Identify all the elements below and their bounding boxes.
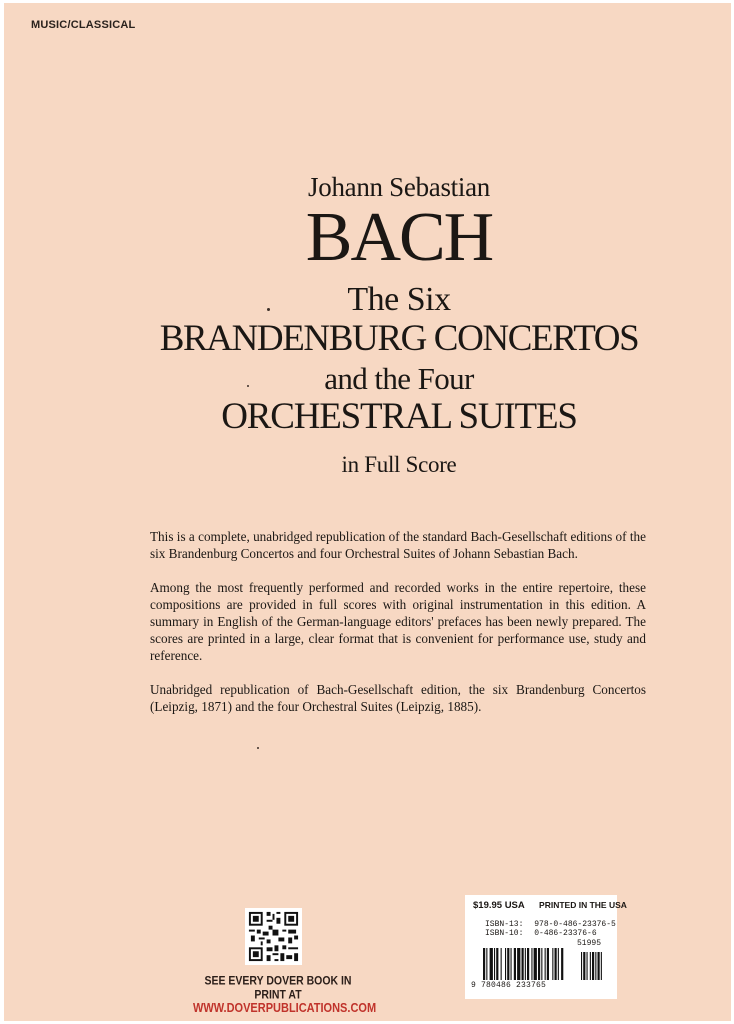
isbn10-row (485, 929, 597, 938)
price: $19.95 USA (473, 900, 525, 911)
print-speck (267, 308, 270, 311)
website-link[interactable]: WWW.DOVERPUBLICATIONS.COM (193, 1001, 377, 1016)
isbn10-value: 0-486-23376-6 (534, 929, 597, 938)
price-row (473, 900, 627, 911)
isbn13-value: 978-0-486-23376-5 (534, 920, 616, 929)
qr-code (245, 908, 302, 965)
description-paragraph: Among the most frequently performed and recorded works in the entire repertoire, these compositions are provided in full scores with original instrumentation in this edition. A summary in English of the German-language editors' prefaces has been newly prepared. The scores are printed in a large, clear format that is convenient for performance use, study and reference. (150, 580, 646, 663)
isbn10-label: ISBN-10: (485, 929, 524, 938)
book-back-cover (4, 3, 731, 1021)
print-speck (257, 747, 259, 749)
description-paragraph: Unabridged republication of Bach-Gesellschaft edition, the six Brandenburg Concertos (Leipzig, 1871) and the four Orchestral Suites (Leipzig, 1885). (150, 682, 646, 714)
print-speck (247, 385, 249, 387)
title-line-3: and the Four (324, 361, 474, 396)
title-line-1: The Six (347, 281, 451, 318)
isbn13-label: ISBN-13: (485, 920, 524, 929)
description-paragraph: This is a complete, unabridged republication of the standard Bach-Gesellschaft editions of the six Brandenburg Concertos and four Orchestral Suites of Johann Sebastian Bach. (150, 529, 646, 561)
printed-in-label: PRINTED IN THE USA (539, 900, 627, 910)
promo-text (193, 974, 377, 1016)
title-line-5: in Full Score (341, 452, 457, 477)
price-addon-code: 51995 (576, 939, 601, 948)
barcode-label (465, 895, 627, 999)
qr-code-icon (245, 908, 302, 965)
barcode-icon (483, 948, 607, 982)
title-line-2: BRANDENBURG CONCERTOS (159, 318, 639, 359)
isbn13-row (485, 920, 616, 929)
title-line-4: ORCHESTRAL SUITES (221, 396, 577, 437)
category-label: MUSIC/CLASSICAL (31, 19, 136, 31)
ean-number: 9 780486 233765 (471, 981, 547, 990)
description (150, 528, 646, 732)
composer-last-name: BACH (305, 199, 493, 276)
promo-line: SEE EVERY DOVER BOOK IN PRINT AT (204, 974, 352, 1002)
composer-first-name: Johann Sebastian (308, 172, 490, 202)
title-block (4, 171, 731, 479)
